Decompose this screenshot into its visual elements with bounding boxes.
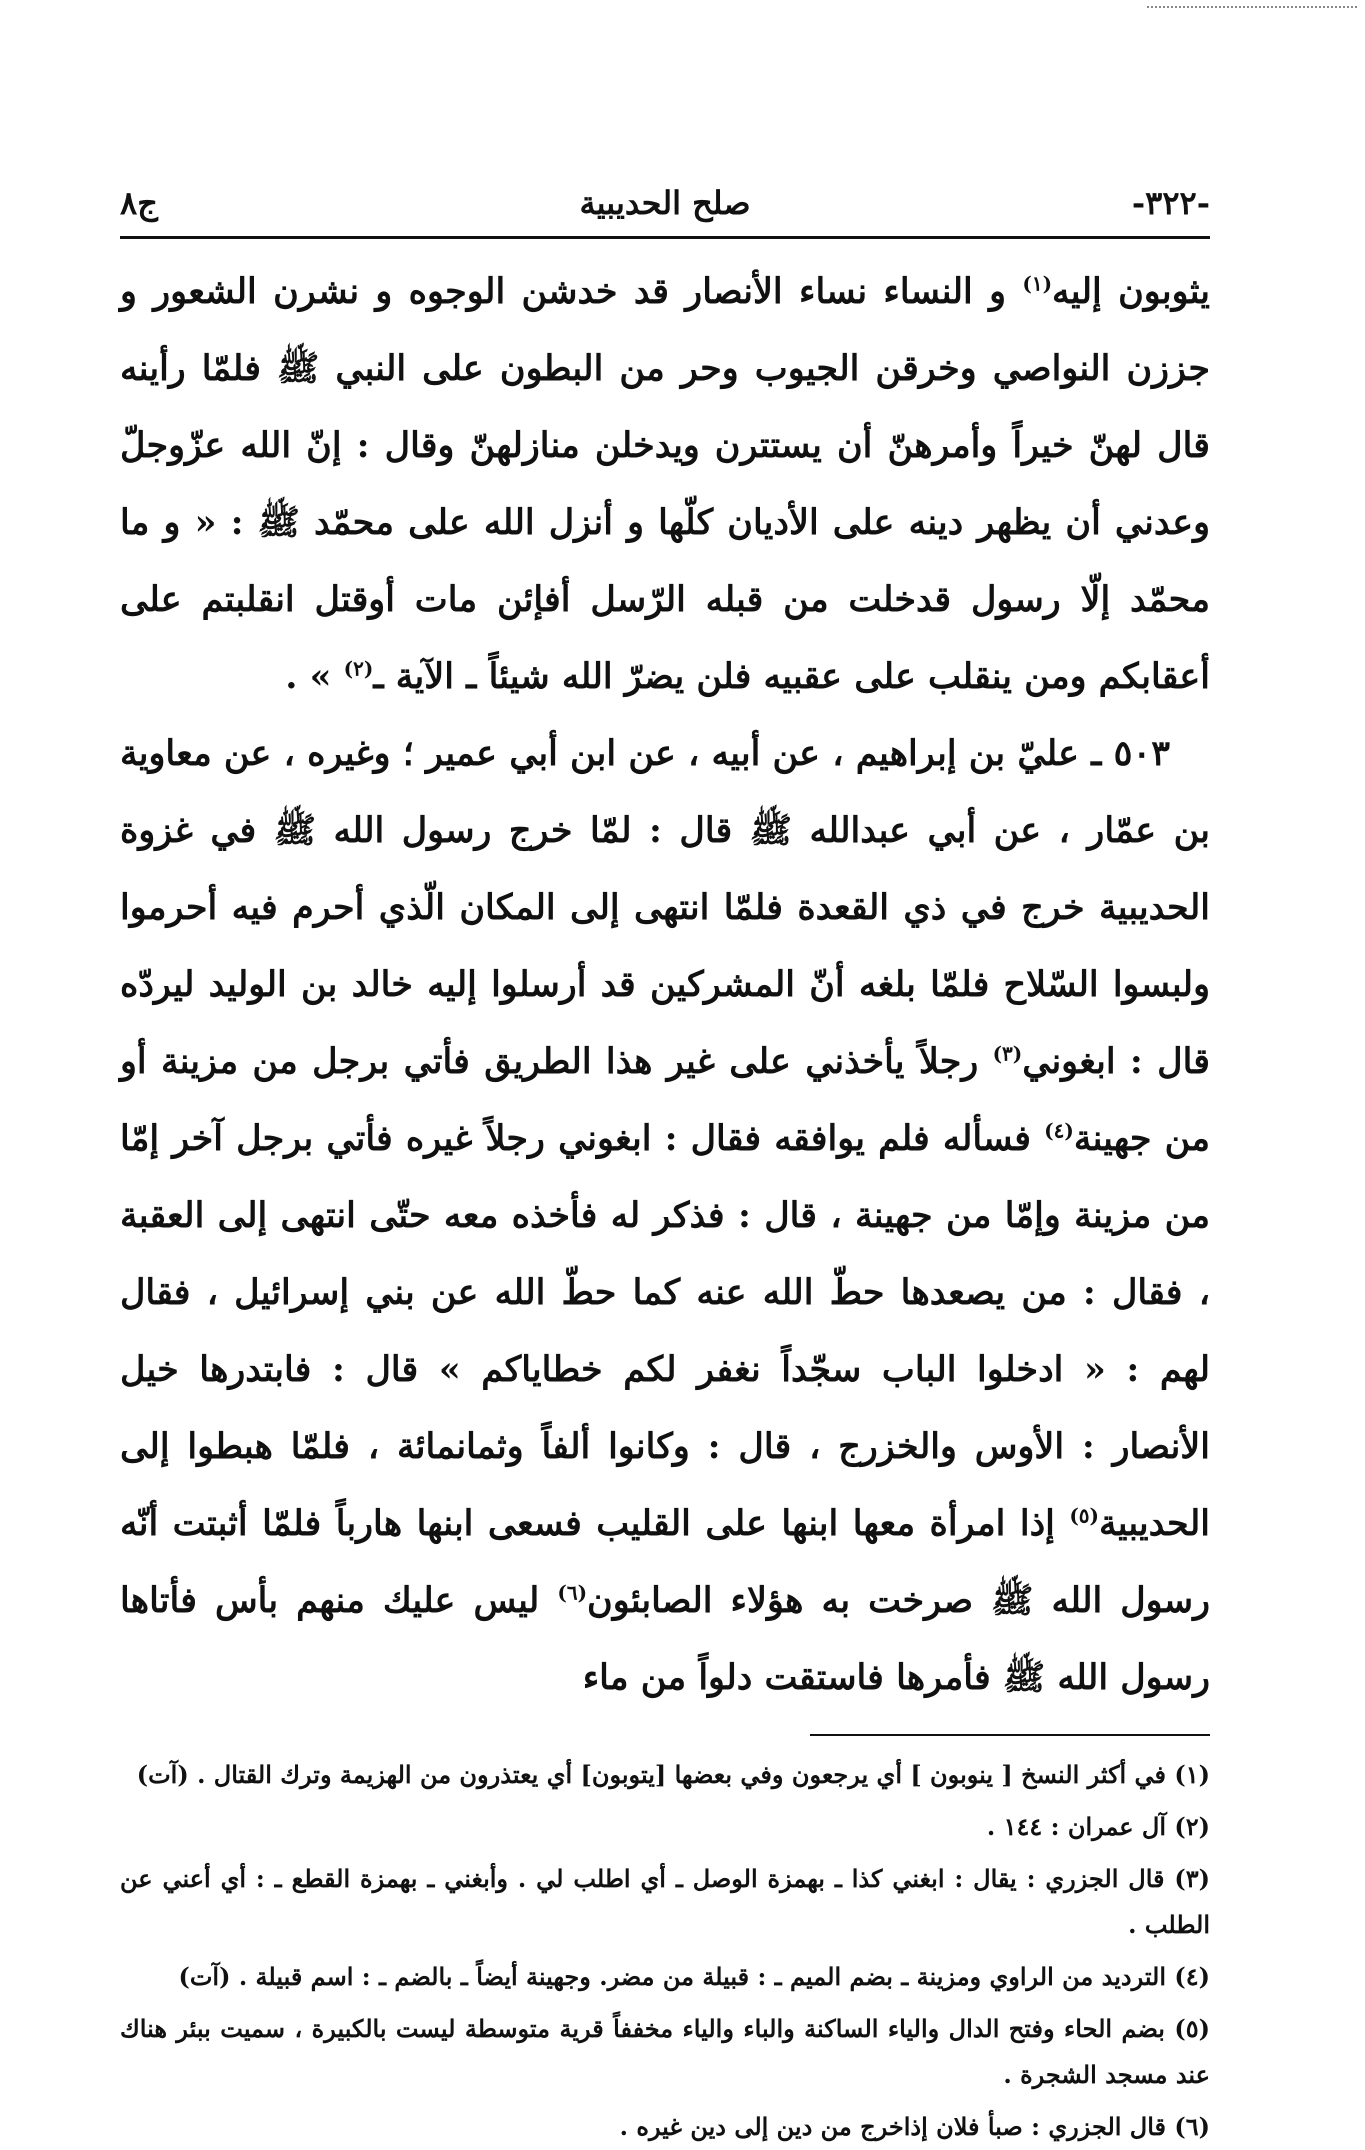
footnote: (٢) آل عمران : ١٤٤ . (986, 1812, 1210, 1841)
footnotes (120, 1752, 1210, 2150)
text-segment: فسأله فلم يوافقه فقال : ابغوني رجلاً غيره فأتي برجل آخر إمّا من مزينة وإمّا من جهينة ، قال : فذكر له فأخذه معه حتّى انتهى إلى العقبة ، فقال : من يصعدها حطّ الله عنه كما حطّ الله عن بني إسرائيل ، فقال لهم : « ادخلوا الباب سجّداً نغفر لكم خطاياكم » قال : فابتدرها خيل الأنصار : الأوس والخزرج ، قال : وكانوا ألفاً وثمانمائة ، فلمّا هبطوا إلى الحديبية (120, 1118, 1210, 1544)
footnote-marker[interactable]: (٢) (343, 656, 374, 681)
footnote: (٤) الترديد من الراوي ومزينة ـ بضم الميم ـ : قبيلة من مضر. وجهينة أيضاً ـ بالضم ـ : اسم قبيلة . (آت) (178, 1962, 1210, 1991)
footnote-marker[interactable]: (٣) (992, 1041, 1023, 1066)
paragraph (120, 715, 1210, 1716)
footnote-marker[interactable]: (٦) (557, 1580, 588, 1605)
text-segment: رجلاً يأخذني على غير هذا الطريق فأتي برجل من مزينة أو من جهينة (120, 1041, 1210, 1159)
footnote-marker[interactable]: (٥) (1069, 1503, 1100, 1528)
footnote: (٥) بضم الحاء وفتح الدال والياء الساكنة والباء والياء مخففاً قرية متوسطة ليست بالكبيرة ، سميت ببئر هناك عند مسجد الشجرة . (120, 2014, 1210, 2089)
text-segment: ٥٠٣ ـ عليّ بن إبراهيم ، عن أبيه ، عن ابن أبي عمير ؛ وغيره ، عن معاوية بن عمّار ، عن أبي عبدالله ﷺ قال : لمّا خرج رسول الله ﷺ في غزوة الحديبية خرج في ذي القعدة فلمّا انتهى إلى المكان الّذي أحرم فيه أحرموا ولبسوا السّلاح فلمّا بلغه أنّ المشركين قد أرسلوا إليه خالد بن الوليد ليردّه قال : ابغوني (120, 733, 1210, 1082)
text-segment: ليس عليك منهم بأس فأتاها رسول الله ﷺ فأمرها فاستقت دلواً من ماء (120, 1580, 1210, 1698)
page-header (120, 180, 1210, 239)
page-number: -٣٢٢- (1131, 184, 1210, 222)
chapter-title: صلح الحديبية (579, 184, 751, 222)
text-segment: يثوبون إليه (1052, 271, 1211, 312)
main-text (120, 253, 1210, 1716)
volume-number: ج٨ (120, 184, 158, 222)
footnote: (٦) قال الجزري : صبأ فلان إذاخرج من دين إلى دين غيره . (619, 2112, 1210, 2141)
paragraph (120, 253, 1210, 715)
footnote: (١) في أكثر النسخ [ ينوبون ] أي يرجعون وفي بعضها [يتوبون] أي يعتذرون من الهزيمة وترك القتال . (آت) (136, 1760, 1210, 1789)
text-segment: » . (285, 656, 344, 697)
top-dotted-rule (1147, 6, 1357, 12)
text-segment: و النساء نساء الأنصار قد خدشن الوجوه و نشرن الشعور و جززن النواصي وخرقن الجيوب وحر من البطون على النبي ﷺ فلمّا رأينه قال لهنّ خيراً وأمرهنّ أن يستترن ويدخلن منازلهنّ وقال : إنّ الله عزّوجلّ وعدني أن يظهر دينه على الأديان كلّها و أنزل الله على محمّد ﷺ : « و ما محمّد إلّا رسول قدخلت من قبله الرّسل أفإئن مات أوقتل انقلبتم على أعقابكم ومن ينقلب على عقبيه فلن يضرّ الله شيئاً ـ الآية ـ (120, 271, 1210, 697)
book-page (120, 180, 1211, 2141)
footnote-marker[interactable]: (١) (1022, 271, 1053, 296)
footnote-marker[interactable]: (٤) (1044, 1118, 1074, 1143)
footnote-separator (810, 1734, 1210, 1736)
footnote: (٣) قال الجزري : يقال : ابغني كذا ـ بهمزة الوصل ـ أي اطلب لي . وأبغني ـ بهمزة القطع ـ : أي أعني عن الطلب . (120, 1864, 1210, 1939)
text-segment: إذا امرأة معها ابنها على القليب فسعى ابنها هارباً فلمّا أثبتت أنّه رسول الله ﷺ صرخت به هؤلاء الصابئون (120, 1503, 1210, 1621)
